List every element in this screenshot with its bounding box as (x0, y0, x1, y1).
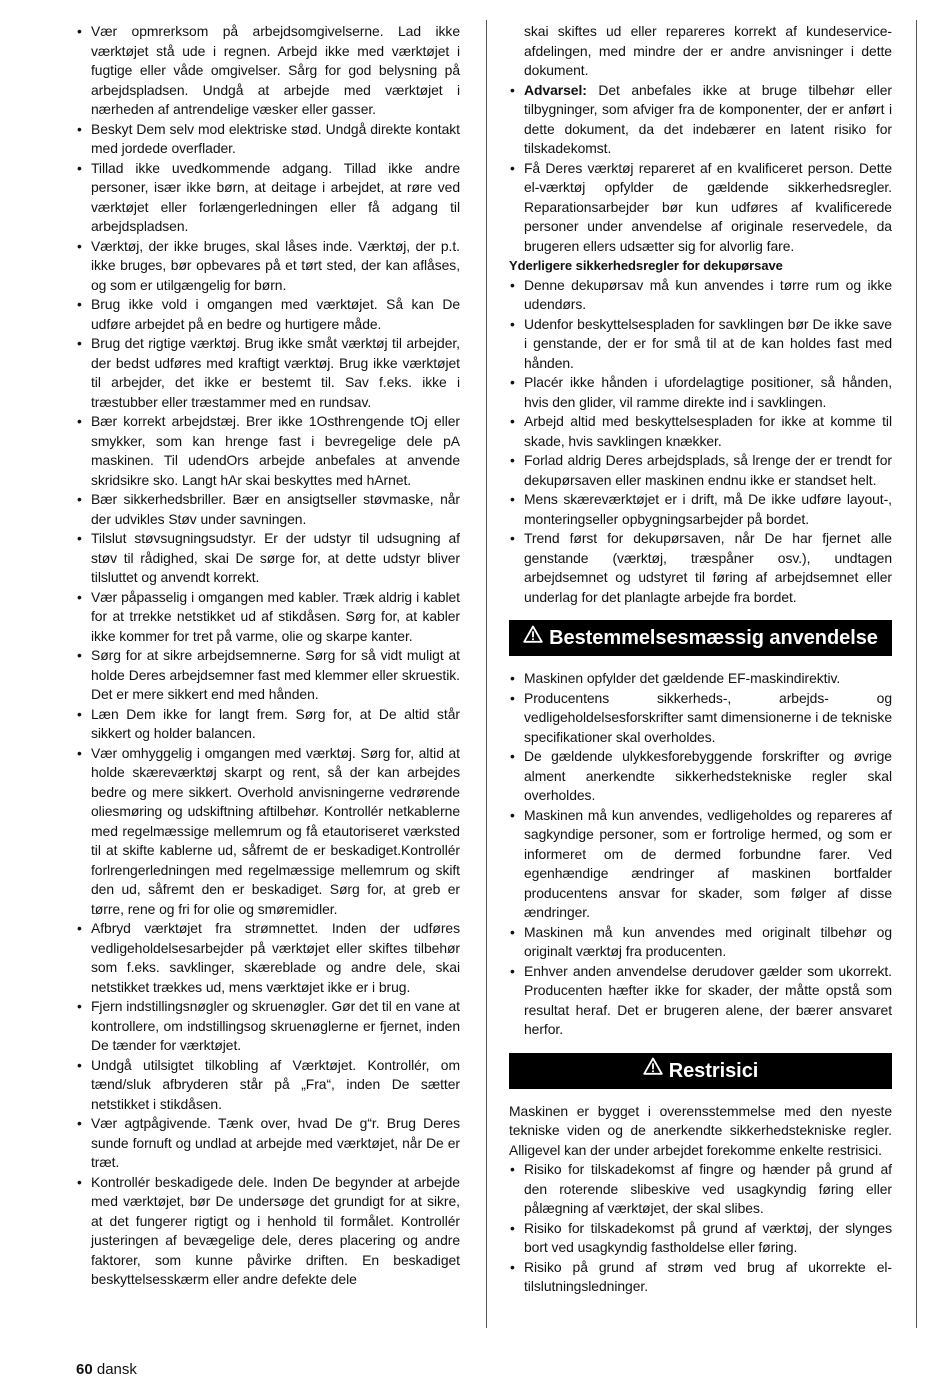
list-item: • Kontrollér beskadigede dele. Inden De begynder at arbejde med værktøjet, bør De undersøge det grundigt for at sikre, at det fungerer rigtigt og i henhold til formålet. Kontrollér justeringen af bevægelige dele, deres placering og andre faktorer, som kunne påvirke driften. En beskadiget beskyttelsesskærm eller andre defekte dele (76, 1173, 460, 1290)
section-title: Bestemmelsesmæssig anvendelse (549, 627, 878, 649)
column-divider-right (916, 20, 917, 1328)
warning-triangle-icon (643, 1051, 663, 1087)
intended-use-list (509, 669, 892, 1040)
safety-list-continued (509, 22, 892, 256)
list-item: • Brug det rigtige værktøj. Brug ikke småt værktøj til arbejder, der bedst udføres med kraftigt værktøj. Brug ikke værktøjet til arbejder, det ikke er bestemt til. Sav f.eks. ikke i træstubber eller træstammer med en rundsav. (76, 334, 460, 412)
list-item: • Bær sikkerhedsbriller. Bær en ansigtseller støvmaske, når der udvikles Støv under savningen. (76, 490, 460, 529)
section-header-intended-use (509, 620, 892, 656)
list-item: • Fjern indstillingsnøgler og skruenøgler. Gør det til en vane at kontrollere, om indstillingsog skruenøglerne er fjernet, inden De tænder for værktøjet. (76, 997, 460, 1056)
left-column (76, 22, 460, 1290)
list-item: • Afbryd værktøjet fra strømnettet. Inden der udføres vedligeholdelsesarbejder på værktøjet eller skiftes tilbehør som f.eks. savklinger, skæreblade og andre dele, skai netstikket trækkes ud, mens værktøjet ikke er i brug. (76, 919, 460, 997)
list-item: • De gældende ulykkesforebyggende forskrifter og øvrige alment anerkendte sikkerhedstekniske regler skal overholdes. (509, 747, 892, 806)
list-item: • Enhver anden anvendelse derudover gælder som ukorrekt. Producenten hæfter ikke for skader, der måtte opstå som resultat heraf. Det er brugeren alene, der bærer ansvaret herfor. (509, 962, 892, 1040)
list-item: • Maskinen må kun anvendes, vedligeholdes og repareres af sagkyndige personer, som er fortrolige hermed, og som er informeret om de dermed forbundne farer. Ved egenhændige ændringer af maskinen bortfalder producentens ansvar for skader, som følger af disse ændringer. (509, 806, 892, 923)
list-item: • Vær omhyggelig i omgangen med værktøj. Sørg for, altid at holde skæreværktøj skarpt og rent, så der kan arbejdes bedre og mere sikkert. Overhold anvisningerne vedrørende oliesmøring og udskiftning aftilbehør. Kontrollér netkablerne med regelmæssige mellemrum og få etautoriseret værksted til at skifte kablerne ud, såfremt de er beskadiget.Kontrollér forlrengerledningen med regelmæssige mellemrum og skift den ud, såfremt den er beskadiget. Sørg for, at greb er tørre, rene og fri for olie og smøremidler. (76, 744, 460, 920)
list-item: • Vær påpasselig i omgangen med kabler. Træk aldrig i kablet for at trrekke netstikket ud af stikdåsen. Sørg for, at kabler ikke kommer for tret på varme, olie og skarpe kanter. (76, 588, 460, 647)
warning-text: Det anbefales ikke at bruge tilbehør eller tilbygninger, som afviger fra de komponenter, der er anført i dette dokument, da det indebærer en latent risiko for tilskadekomst. (524, 81, 892, 156)
list-item: • Udenfor beskyttelsespladen for savklingen bør De ikke save i genstande, der er for små til at de kan holdes fast med hånden. (509, 315, 892, 374)
list-item: • Tillad ikke uvedkommende adgang. Tillad ikke andre personer, især ikke børn, at deitage i arbejdet, at røre ved værktøjet eller forlængerledningen eller få adgang til arbejdspladsen. (76, 159, 460, 237)
list-item: • Værktøj, der ikke bruges, skal låses inde. Værktøj, der p.t. ikke bruges, bør opbevares på et tørt sted, der kan aflåses, og som er utilgængelig for børn. (76, 237, 460, 296)
list-item: • Vær agtpågivende. Tænk over, hvad De g“r. Brug Deres sunde fornuft og undlad at arbejde med værktøjet, når De er træt. (76, 1114, 460, 1173)
list-item: • Forlad aldrig Deres arbejdsplads, så lrenge der er trendt for dekupørsaven eller maskinen endnu ikke er standset helt. (509, 451, 892, 490)
list-item: • Risiko på grund af strøm ved brug af ukorrekte el-tilslutningsledninger. (509, 1258, 892, 1297)
list-item: • Placér ikke hånden i ufordelagtige positioner, så hånden, hvis den glider, vil ramme direkte ind i savklingen. (509, 373, 892, 412)
list-item: • Mens skæreværktøjet er i drift, må De ikke udføre layout-, monteringseller opbygningsarbejder på bordet. (509, 490, 892, 529)
list-item: • Undgå utilsigtet tilkobling af Værktøjet. Kontrollér, om tænd/sluk afbryderen står på „Fra“, inden De sætter netstikket i stikdåsen. (76, 1056, 460, 1115)
column-divider-left (486, 20, 487, 1328)
residual-risks-list (509, 1160, 892, 1297)
list-item: • Maskinen opfylder det gældende EF-maskindirektiv. (509, 669, 892, 689)
list-item: • Arbejd altid med beskyttelsespladen for ikke at komme til skade, hvis savklingen knækker. (509, 412, 892, 451)
list-item: • Producentens sikkerheds-, arbejds- og vedligeholdelsesforskrifter samt dimensionerne i de tekniske specifikationer skal overholdes. (509, 689, 892, 748)
list-item: • Vær opmrerksom på arbejdsomgivelserne. Lad ikke værktøjet stå ude i regnen. Arbejd ikke med værktøjet i fugtige eller våde omgivelser. Sårg for god belysning på arbejdspladsen. Undgå at arbejde med værktøjet i nærheden af antrendelige væsker eller gasser. (76, 22, 460, 120)
additional-rules-list (509, 276, 892, 608)
list-item-continuation: skai skiftes ud eller repareres korrekt af kundeservice-afdelingen, med mindre der er andre anvisninger i dette dokument. (524, 23, 892, 78)
list-item: • Trend først for dekupørsaven, når De har fjernet alle genstande (værktøj, træspåner osv.), undtagen arbejdsemnet og udstyret til føring af arbejdsemnet eller underlag for det planlagte arbejde fra bordet. (509, 529, 892, 607)
safety-list (76, 22, 460, 1290)
language-label: dansk (96, 1361, 137, 1378)
section-title: Restrisici (668, 1059, 759, 1082)
list-item: • Få Deres værktøj repareret af en kvalificeret person. Dette el-værktøj opfylder de gældende sikkerhedsregler. Reparationsarbejder bør kun udføres af kvalificerede personer under anvendelse af originale reservedele, da brugeren ellers udsætter sig for alvorlig fare. (509, 159, 892, 257)
list-item: • Maskinen må kun anvendes med originalt tilbehør og originalt værktøj fra producenten. (509, 923, 892, 962)
warning-label: Advarsel: (524, 81, 587, 98)
list-item: • Risiko for tilskadekomst af fingre og hænder på grund af den roterende slibeskive ved usagkyndig føring eller pålægning af værktøjet, der skal slibes. (509, 1160, 892, 1219)
list-item: • Denne dekupørsav må kun anvendes i tørre rum og ikke udendørs. (509, 276, 892, 315)
residual-risks-intro: Maskinen er bygget i overensstemmelse med den nyeste tekniske viden og de anerkendte sikkerhedstekniske regler. Alligevel kan der under arbejdet forekomme enkelte restrisici. (509, 1102, 892, 1158)
list-item: • Beskyt Dem selv mod elektriske stød. Undgå direkte kontakt med jordede overflader. (76, 120, 460, 159)
right-column (509, 22, 892, 1297)
list-item: • Risiko for tilskadekomst på grund af værktøj, der slynges bort ved usagkyndig fastholdelse eller føring. (509, 1219, 892, 1258)
section-header-residual-risks (509, 1053, 892, 1089)
list-item: • Brug ikke vold i omgangen med værktøjet. Så kan De udføre arbejdet på en bedre og hurtigere måde. (76, 295, 460, 334)
page-number: 60 (76, 1361, 93, 1378)
list-item: • Læn Dem ikke for langt frem. Sørg for, at De altid står sikkert og holder balancen. (76, 705, 460, 744)
list-item: • Sørg for at sikre arbejdsemnerne. Sørg for så vidt muligt at holde Deres arbejdsemner fast med klemmer eller skruestik. Det er mere sikkert end med hånden. (76, 646, 460, 705)
list-item: • Tilslut støvsugningsudstyr. Er der udstyr til udsugning af støv til rådighed, skai De sørge for, at dette udstyr bliver tilsluttet og anvendt korrekt. (76, 529, 460, 588)
list-item: • Bær korrekt arbejdstæj. Brer ikke 1Osthrengende tOj eller smykker, som kan hrenge fast i bevregelige dele pA maskinen. Til udendOrs arbejde anbefales at anvende skridsikre sko. Langt hAr skai beskyttes med hArnet. (76, 412, 460, 490)
additional-rules-heading: Yderligere sikkerhedsregler for dekupørsave (509, 258, 783, 273)
page-footer (76, 1361, 137, 1378)
warning-item (509, 81, 892, 159)
warning-triangle-icon (523, 619, 543, 655)
